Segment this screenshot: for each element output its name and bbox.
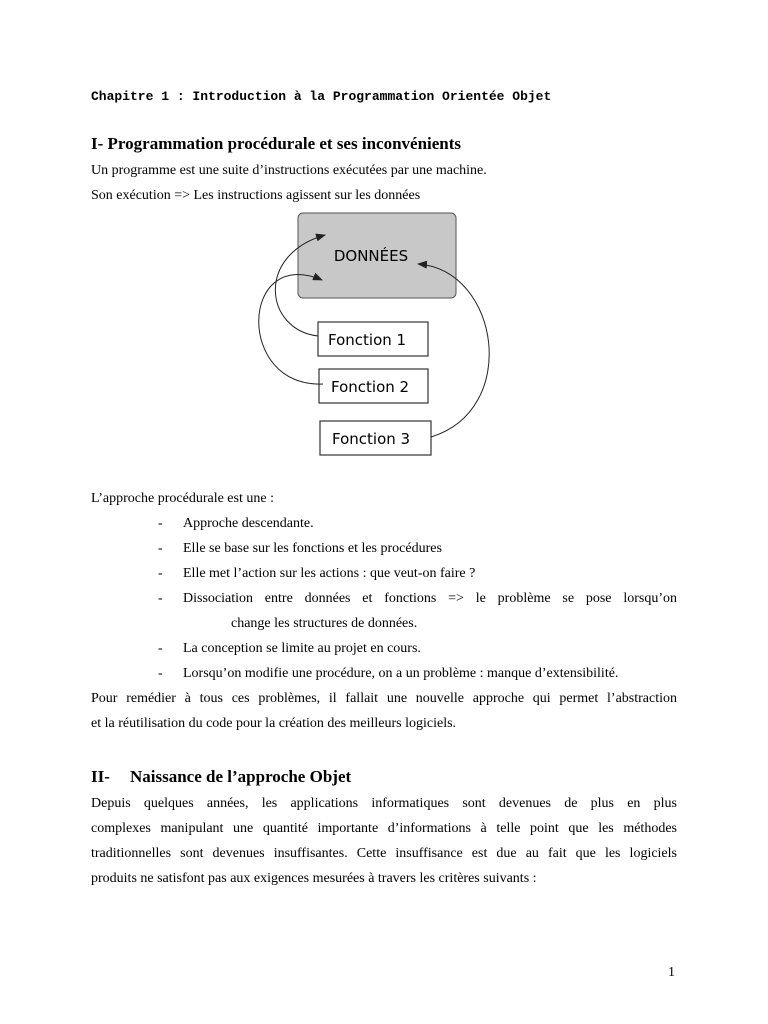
list-item-2: Elle se base sur les fonctions et les procédures <box>183 541 442 556</box>
conclusion-line2: et la réutilisation du code pour la création des meilleurs logiciels. <box>91 716 457 731</box>
section2-paragraph-line3: traditionnelles sont devenues insuffisantes. Cette insuffisance est due au fait que les logiciels <box>91 846 677 861</box>
list-item-4-continuation: change les structures de données. <box>231 616 418 631</box>
data-box-label: DONNÉES <box>333 247 409 265</box>
conclusion-line1: Pour remédier à tous ces problèmes, il fallait une nouvelle approche qui permet l’abstraction <box>91 691 677 706</box>
section2-paragraph-line4: produits ne satisfont pas aux exigences mesurées à travers les critères suivants : <box>91 871 537 886</box>
section2-paragraph-line2: complexes manipulant une quantité importante d’informations à telle point que les méthodes <box>91 821 677 836</box>
list-dash: - <box>158 541 163 556</box>
section2-heading-number: II- <box>91 767 110 786</box>
section1-heading: I- Programmation procédurale et ses inconvénients <box>91 134 462 153</box>
function-label-2: Fonction 2 <box>331 378 410 396</box>
list-dash: - <box>158 666 163 681</box>
list-item-3: Elle met l’action sur les actions : que veut-on faire ? <box>183 566 476 581</box>
function-label-3: Fonction 3 <box>332 430 411 448</box>
chapter-title: Chapitre 1 : Introduction à la Programmation Orientée Objet <box>91 89 552 104</box>
list-dash: - <box>158 641 163 656</box>
list-dash: - <box>158 516 163 531</box>
list-item-1: Approche descendante. <box>183 516 314 531</box>
function-label-1: Fonction 1 <box>328 331 407 349</box>
list-dash: - <box>158 591 163 606</box>
section1-intro-line1: Un programme est une suite d’instructions exécutées par une machine. <box>91 163 487 178</box>
section2-paragraph-line1: Depuis quelques années, les applications informatiques sont devenues de plus en plus <box>91 796 677 811</box>
list-item-5: La conception se limite au projet en cours. <box>183 641 421 656</box>
list-intro: L’approche procédurale est une : <box>91 491 274 506</box>
list-item-4: Dissociation entre données et fonctions => le problème se pose lorsqu’on <box>183 591 677 606</box>
section1-intro-line2: Son exécution => Les instructions agissent sur les données <box>91 188 421 203</box>
section2-heading: Naissance de l’approche Objet <box>130 767 352 786</box>
page-number: 1 <box>668 965 675 980</box>
list-dash: - <box>158 566 163 581</box>
list-item-6: Lorsqu’on modifie une procédure, on a un problème : manque d’extensibilité. <box>183 666 619 681</box>
